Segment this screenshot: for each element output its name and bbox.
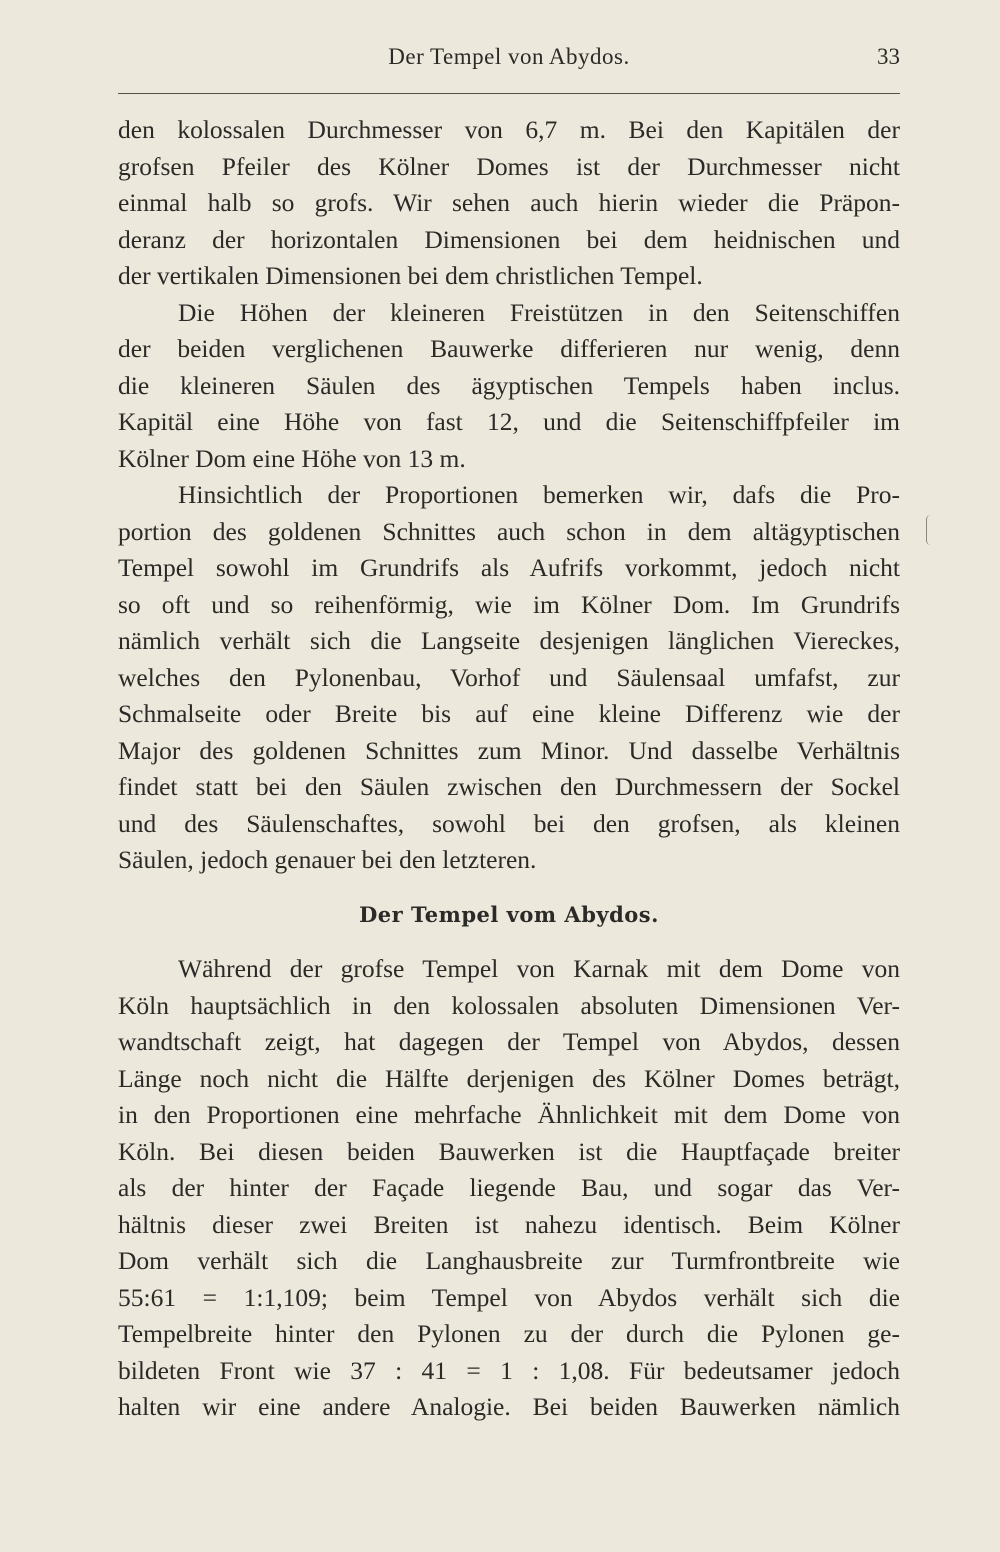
text-line: hältnis dieser zwei Breiten ist nahezu identisch. Beim Kölner xyxy=(118,1209,900,1239)
text-line: deranz der horizontalen Dimensionen bei dem heidnischen und xyxy=(118,224,900,254)
text-line: in den Proportionen eine mehrfache Ähnlichkeit mit dem Dome von xyxy=(118,1100,900,1129)
text-line: Schmalseite oder Breite bis auf eine kleine Differenz wie der xyxy=(118,699,900,728)
text-line: 55:61 = 1:1,109; beim Tempel von Abydos verhält sich die xyxy=(118,1282,900,1312)
text-line: bildeten Front wie 37 : 41 = 1 : 1,08. Für bedeutsamer jedoch xyxy=(118,1355,900,1385)
text-line: so oft und so reihenförmig, wie im Kölner Dom. Im Grundrifs xyxy=(118,589,900,619)
text-line: Kapitäl eine Höhe von fast 12, und die Seitenschiffpfeiler im xyxy=(118,407,900,436)
paragraph-1 xyxy=(118,112,900,295)
margin-pencil-mark xyxy=(926,515,935,545)
text-line: Major des goldenen Schnittes zum Minor. Und dasselbe Verhältnis xyxy=(118,735,900,765)
text-line: der beiden verglichenen Bauwerke differieren nur wenig, denn xyxy=(118,334,900,363)
paragraph-2 xyxy=(118,295,900,478)
text-line: Tempelbreite hinter den Pylonen zu der durch die Pylonen ge- xyxy=(118,1319,900,1348)
text-line: Kölner Dom eine Höhe von 13 m. xyxy=(118,443,466,473)
paragraph-3 xyxy=(118,477,900,879)
section-heading: Der Tempel vom Abydos. xyxy=(359,901,659,927)
text-line: Während der grofse Tempel von Karnak mit dem Dome von xyxy=(178,954,900,983)
text-line: Die Höhen der kleineren Freistützen in den Seitenschiffen xyxy=(178,297,900,327)
text-line: findet statt bei den Säulen zwischen den Durchmessern der Sockel xyxy=(118,772,900,801)
text-line: portion des goldenen Schnittes auch schon in dem altägyptischen xyxy=(118,516,900,546)
text-line: Köln hauptsächlich in den kolossalen absoluten Dimensionen Ver- xyxy=(118,990,900,1020)
text-line: halten wir eine andere Analogie. Bei beiden Bauwerken nämlich xyxy=(118,1392,900,1421)
running-title: Der Tempel von Abydos. xyxy=(388,44,630,69)
text-line: und des Säulenschaftes, sowohl bei den grofsen, als kleinen xyxy=(118,808,900,838)
text-line: Tempel sowohl im Grundrifs als Aufrifs vorkommt, jedoch nicht xyxy=(118,553,900,582)
body-text xyxy=(118,112,900,1426)
text-line: Köln. Bei diesen beiden Bauwerken ist die Hauptfaçade breiter xyxy=(118,1136,900,1166)
text-line: der vertikalen Dimensionen bei dem christlichen Tempel. xyxy=(118,261,703,290)
text-line: den kolossalen Durchmesser von 6,7 m. Bei den Kapitälen der xyxy=(118,115,900,144)
text-line: wandtschaft zeigt, hat dagegen der Tempel von Abydos, dessen xyxy=(118,1027,900,1056)
text-line: nämlich verhält sich die Langseite desjenigen länglichen Viereckes, xyxy=(118,626,900,655)
text-line: Hinsichtlich der Proportionen bemerken wir, dafs die Pro- xyxy=(178,480,900,509)
text-line: grofsen Pfeiler des Kölner Domes ist der Durchmesser nicht xyxy=(118,151,900,181)
running-head xyxy=(118,44,900,76)
page-number: 33 xyxy=(877,44,900,69)
text-line: die kleineren Säulen des ägyptischen Tempels haben inclus. xyxy=(118,370,900,400)
text-line: welches den Pylonenbau, Vorhof und Säulensaal umfafst, zur xyxy=(118,662,900,692)
paragraph-4 xyxy=(118,951,900,1426)
text-line: Säulen, jedoch genauer bei den letzteren. xyxy=(118,845,537,874)
text-line: Länge noch nicht die Hälfte derjenigen des Kölner Domes beträgt, xyxy=(118,1063,900,1093)
header-rule xyxy=(118,93,900,94)
text-line: einmal halb so grofs. Wir sehen auch hierin wieder die Präpon- xyxy=(118,188,900,217)
text-line: Dom verhält sich die Langhausbreite zur Turmfrontbreite wie xyxy=(118,1246,900,1275)
text-line: als der hinter der Façade liegende Bau, und sogar das Ver- xyxy=(118,1173,900,1202)
